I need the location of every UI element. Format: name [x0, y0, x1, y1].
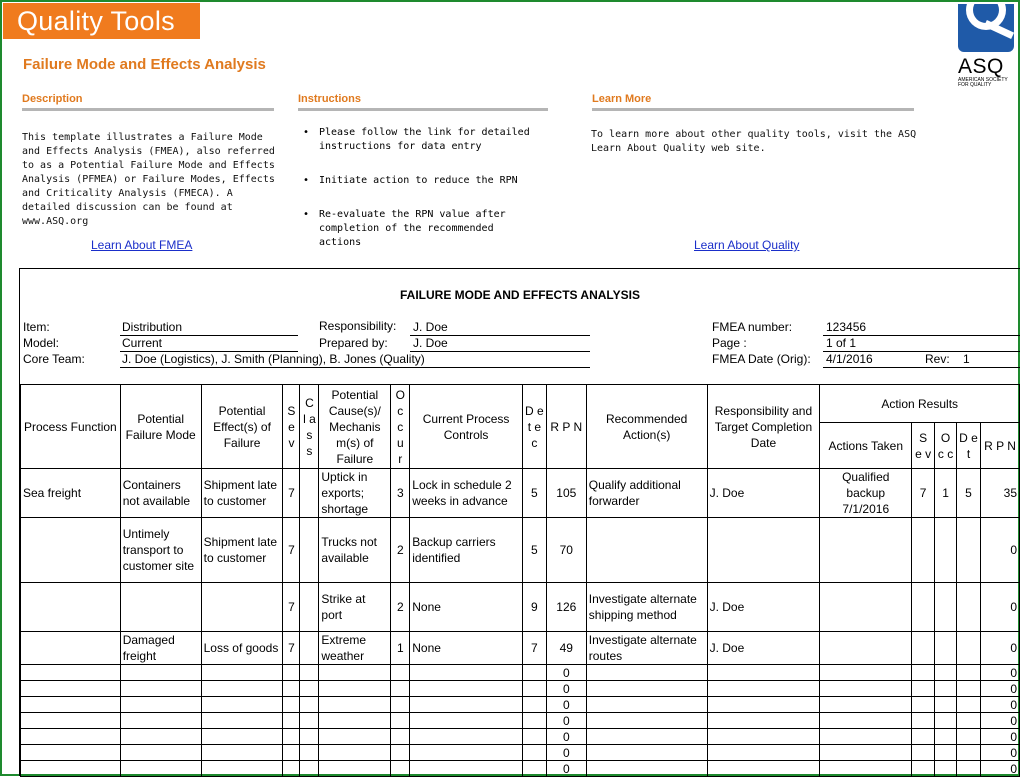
model-value[interactable]: Current [122, 336, 163, 350]
cell-empty[interactable] [391, 745, 410, 761]
cell-empty[interactable] [201, 713, 283, 729]
cell-empty[interactable] [319, 713, 391, 729]
quality-tools-banner: Quality Tools [3, 3, 200, 39]
cell-taken[interactable] [820, 632, 912, 665]
table-row [21, 713, 1020, 729]
cell-process[interactable] [21, 632, 121, 665]
header-responsibility: Responsibility and Target Completion Date [707, 385, 820, 469]
cell-empty[interactable] [410, 729, 523, 745]
cell-cause[interactable]: Strike at port [319, 583, 391, 632]
cell-control[interactable]: None [410, 583, 523, 632]
cell-result-sev[interactable] [912, 518, 935, 583]
cell-rpn: 0 [546, 713, 586, 729]
cell-result-rpn: 0 [980, 745, 1019, 761]
header-rpn: R P N [546, 385, 586, 469]
cell-empty[interactable] [319, 761, 391, 777]
instruction-item: • Re-evaluate the RPN value after completion of the recommended actions [303, 208, 533, 250]
page-title: Failure Mode and Effects Analysis [23, 56, 266, 73]
cell-rpn: 70 [546, 518, 586, 583]
cell-empty[interactable] [201, 697, 283, 713]
cell-result-occ[interactable] [935, 632, 957, 665]
cell-effect[interactable]: Loss of goods [201, 632, 283, 665]
cell-mode[interactable] [120, 583, 201, 632]
cell-taken[interactable]: Qualified backup 7/1/2016 [820, 469, 912, 518]
cell-empty[interactable] [820, 729, 912, 745]
cell-det[interactable]: 7 [522, 632, 546, 665]
cell-empty[interactable] [283, 713, 300, 729]
header-recommended: Recommended Action(s) [586, 385, 707, 469]
model-label: Model: [23, 336, 60, 350]
prepared-by-value[interactable]: J. Doe [413, 336, 448, 350]
cell-empty[interactable] [391, 681, 410, 697]
cell-empty[interactable] [820, 745, 912, 761]
header-process-function: Process Function [21, 385, 121, 469]
cell-rpn: 0 [546, 681, 586, 697]
cell-empty[interactable] [935, 761, 957, 777]
cell-rpn: 0 [546, 729, 586, 745]
core-team-label: Core Team: [23, 352, 85, 366]
cell-empty[interactable] [707, 697, 820, 713]
fmea-number-value[interactable]: 123456 [826, 320, 867, 334]
prepared-by-label: Prepared by: [319, 336, 388, 350]
cell-empty[interactable] [522, 665, 546, 681]
header-result-rpn: R P N [980, 423, 1019, 469]
fmea-worksheet [19, 268, 1020, 776]
cell-empty[interactable] [935, 745, 957, 761]
cell-empty[interactable] [586, 761, 707, 777]
asq-logo [958, 4, 1018, 98]
header-det: D e t e c [522, 385, 546, 469]
cell-empty[interactable] [586, 681, 707, 697]
cell-rpn: 0 [546, 665, 586, 681]
cell-empty[interactable] [957, 681, 981, 697]
table-row [21, 681, 1020, 697]
cell-empty[interactable] [21, 761, 121, 777]
cell-empty[interactable] [391, 697, 410, 713]
fmea-number-label: FMEA number: [712, 320, 793, 334]
cell-control[interactable]: Lock in schedule 2 weeks in advance [410, 469, 523, 518]
cell-empty[interactable] [522, 713, 546, 729]
prepared-by-underline [410, 351, 590, 352]
cell-empty[interactable] [21, 665, 121, 681]
cell-result-det[interactable]: 5 [957, 469, 981, 518]
cell-empty[interactable] [957, 697, 981, 713]
cell-empty[interactable] [300, 713, 319, 729]
cell-result-rpn: 0 [980, 665, 1019, 681]
cell-empty[interactable] [912, 729, 935, 745]
cell-empty[interactable] [300, 697, 319, 713]
cell-empty[interactable] [586, 713, 707, 729]
header-actions-taken: Actions Taken [820, 423, 912, 469]
table-row [21, 632, 1020, 665]
cell-empty[interactable] [410, 745, 523, 761]
instructions-heading: Instructions [298, 93, 548, 111]
cell-empty[interactable] [120, 713, 201, 729]
cell-empty[interactable] [957, 665, 981, 681]
cell-empty[interactable] [707, 729, 820, 745]
cell-empty[interactable] [319, 745, 391, 761]
cell-empty[interactable] [300, 681, 319, 697]
cell-occ[interactable]: 1 [391, 632, 410, 665]
cell-empty[interactable] [283, 681, 300, 697]
cell-empty[interactable] [283, 665, 300, 681]
cell-empty[interactable] [319, 681, 391, 697]
cell-empty[interactable] [586, 729, 707, 745]
asq-q-icon [958, 4, 1014, 52]
cell-empty[interactable] [820, 665, 912, 681]
cell-result-occ[interactable] [935, 518, 957, 583]
cell-resp[interactable]: J. Doe [707, 583, 820, 632]
cell-empty[interactable] [935, 713, 957, 729]
instructions-list [303, 126, 533, 270]
description-text: This template illustrates a Failure Mode and Effects Analysis (FMEA), also referred to as a Potential Failure Mode and Effects Analysis (PFMEA) or Failure Modes, Effects and Criticality Analysis (FMECA). A detailed discussion can be found at www.ASQ.org [22, 132, 275, 227]
cell-sev[interactable]: 7 [283, 583, 300, 632]
cell-empty[interactable] [120, 745, 201, 761]
cell-empty[interactable] [410, 761, 523, 777]
header-sev: S e v [283, 385, 300, 469]
cell-rpn: 0 [546, 761, 586, 777]
cell-empty[interactable] [21, 697, 121, 713]
cell-det[interactable]: 5 [522, 469, 546, 518]
cell-class[interactable] [300, 583, 319, 632]
cell-empty[interactable] [707, 761, 820, 777]
cell-empty[interactable] [586, 697, 707, 713]
cell-empty[interactable] [820, 697, 912, 713]
cell-effect[interactable]: Shipment late to customer [201, 469, 283, 518]
cell-sev[interactable]: 7 [283, 469, 300, 518]
cell-class[interactable] [300, 632, 319, 665]
description-heading: Description [22, 93, 274, 111]
cell-sev[interactable]: 7 [283, 632, 300, 665]
instruction-item: • Initiate action to reduce the RPN [303, 174, 533, 188]
cell-action[interactable]: Qualify additional forwarder [586, 469, 707, 518]
cell-result-sev[interactable] [912, 583, 935, 632]
cell-empty[interactable] [21, 681, 121, 697]
rev-label: Rev: [925, 352, 950, 366]
cell-empty[interactable] [300, 761, 319, 777]
header-failure-mode: Potential Failure Mode [120, 385, 201, 469]
table-row [21, 469, 1020, 518]
cell-empty[interactable] [820, 713, 912, 729]
cell-empty[interactable] [410, 681, 523, 697]
cell-empty[interactable] [201, 665, 283, 681]
header-result-sev: S e v [912, 423, 935, 469]
cell-empty[interactable] [957, 745, 981, 761]
cell-empty[interactable] [957, 713, 981, 729]
cell-empty[interactable] [410, 665, 523, 681]
cell-result-rpn: 0 [980, 681, 1019, 697]
cell-det[interactable]: 9 [522, 583, 546, 632]
learn-more-heading: Learn More [592, 93, 914, 111]
cell-rpn: 126 [546, 583, 586, 632]
cell-class[interactable] [300, 469, 319, 518]
cell-rpn: 105 [546, 469, 586, 518]
cell-result-det[interactable] [957, 518, 981, 583]
cell-empty[interactable] [319, 729, 391, 745]
cell-effect[interactable]: Shipment late to customer [201, 518, 283, 583]
cell-empty[interactable] [319, 665, 391, 681]
cell-action[interactable]: Investigate alternate routes [586, 632, 707, 665]
cell-empty[interactable] [21, 745, 121, 761]
cell-empty[interactable] [21, 713, 121, 729]
cell-rpn: 0 [546, 745, 586, 761]
cell-control[interactable]: Backup carriers identified [410, 518, 523, 583]
cell-empty[interactable] [201, 729, 283, 745]
table-row [21, 697, 1020, 713]
fmea-date-underline [823, 367, 1020, 368]
cell-empty[interactable] [522, 697, 546, 713]
cell-result-rpn: 35 [980, 469, 1019, 518]
cell-taken[interactable] [820, 583, 912, 632]
cell-process[interactable] [21, 583, 121, 632]
cell-empty[interactable] [912, 681, 935, 697]
cell-empty[interactable] [300, 745, 319, 761]
cell-resp[interactable] [707, 518, 820, 583]
cell-empty[interactable] [957, 729, 981, 745]
cell-empty[interactable] [820, 761, 912, 777]
table-row [21, 745, 1020, 761]
cell-cause[interactable]: Extreme weather [319, 632, 391, 665]
cell-empty[interactable] [300, 729, 319, 745]
cell-sev[interactable]: 7 [283, 518, 300, 583]
cell-empty[interactable] [410, 713, 523, 729]
logo-text: ASQ [958, 55, 1004, 78]
responsibility-label: Responsibility: [319, 319, 397, 333]
item-label: Item: [23, 320, 50, 334]
cell-empty[interactable] [283, 761, 300, 777]
cell-empty[interactable] [300, 665, 319, 681]
cell-empty[interactable] [522, 761, 546, 777]
cell-result-rpn: 0 [980, 697, 1019, 713]
table-row [21, 518, 1020, 583]
fmea-date-label: FMEA Date (Orig): [712, 352, 811, 366]
cell-resp[interactable]: J. Doe [707, 469, 820, 518]
header-effects: Potential Effect(s) of Failure [201, 385, 283, 469]
cell-empty[interactable] [391, 761, 410, 777]
page-label: Page : [712, 336, 747, 350]
cell-empty[interactable] [120, 697, 201, 713]
cell-resp[interactable]: J. Doe [707, 632, 820, 665]
cell-empty[interactable] [391, 729, 410, 745]
cell-process[interactable] [21, 518, 121, 583]
cell-empty[interactable] [522, 729, 546, 745]
cell-occ[interactable]: 2 [391, 583, 410, 632]
logo-subtext: AMERICAN SOCIETY FOR QUALITY [958, 77, 1008, 88]
cell-empty[interactable] [935, 665, 957, 681]
cell-mode[interactable]: Containers not available [120, 469, 201, 518]
cell-cause[interactable]: Uptick in exports; shortage [319, 469, 391, 518]
cell-empty[interactable] [522, 681, 546, 697]
cell-empty[interactable] [707, 665, 820, 681]
cell-empty[interactable] [391, 713, 410, 729]
cell-empty[interactable] [522, 745, 546, 761]
cell-empty[interactable] [120, 761, 201, 777]
cell-empty[interactable] [120, 681, 201, 697]
cell-result-rpn: 0 [980, 632, 1019, 665]
header-result-det: D e t [957, 423, 981, 469]
cell-result-det[interactable] [957, 632, 981, 665]
cell-result-rpn: 0 [980, 583, 1019, 632]
cell-empty[interactable] [935, 697, 957, 713]
core-team-value[interactable]: J. Doe (Logistics), J. Smith (Planning), B. Jones (Quality) [122, 352, 425, 366]
cell-result-sev[interactable] [912, 632, 935, 665]
cell-empty[interactable] [120, 665, 201, 681]
cell-result-occ[interactable]: 1 [935, 469, 957, 518]
header-action-results: Action Results [820, 385, 1020, 423]
fmea-table [20, 384, 1020, 777]
cell-empty[interactable] [707, 713, 820, 729]
cell-rpn: 49 [546, 632, 586, 665]
fmea-date-value[interactable]: 4/1/2016 [826, 352, 873, 366]
rev-value[interactable]: 1 [963, 352, 970, 366]
cell-occ[interactable]: 3 [391, 469, 410, 518]
table-row [21, 665, 1020, 681]
cell-empty[interactable] [283, 697, 300, 713]
header-controls: Current Process Controls [410, 385, 523, 469]
cell-action[interactable] [586, 518, 707, 583]
cell-result-rpn: 0 [980, 729, 1019, 745]
cell-taken[interactable] [820, 518, 912, 583]
table-row [21, 729, 1020, 745]
cell-mode[interactable]: Untimely transport to customer site [120, 518, 201, 583]
cell-rpn: 0 [546, 697, 586, 713]
cell-empty[interactable] [201, 745, 283, 761]
core-team-underline [120, 367, 590, 368]
instruction-item: • Please follow the link for detailed instructions for data entry [303, 126, 533, 154]
cell-action[interactable]: Investigate alternate shipping method [586, 583, 707, 632]
cell-result-rpn: 0 [980, 713, 1019, 729]
cell-empty[interactable] [21, 729, 121, 745]
header-result-occ: O c c [935, 423, 957, 469]
header-class: C l a s s [300, 385, 319, 469]
cell-empty[interactable] [319, 697, 391, 713]
cell-empty[interactable] [283, 729, 300, 745]
cell-empty[interactable] [935, 681, 957, 697]
cell-empty[interactable] [935, 729, 957, 745]
cell-det[interactable]: 5 [522, 518, 546, 583]
table-row [21, 761, 1020, 777]
cell-control[interactable]: None [410, 632, 523, 665]
learn-about-fmea-link[interactable]: Learn About FMEA [91, 238, 193, 252]
cell-empty[interactable] [120, 729, 201, 745]
cell-empty[interactable] [283, 745, 300, 761]
cell-result-det[interactable] [957, 583, 981, 632]
cell-cause[interactable]: Trucks not available [319, 518, 391, 583]
learn-more-text: To learn more about other quality tools, visit the ASQ Learn About Quality web site. [591, 129, 917, 154]
cell-empty[interactable] [912, 713, 935, 729]
cell-result-occ[interactable] [935, 583, 957, 632]
worksheet-title: FAILURE MODE AND EFFECTS ANALYSIS [399, 288, 641, 302]
cell-empty[interactable] [912, 745, 935, 761]
cell-empty[interactable] [391, 665, 410, 681]
header-causes: Potential Cause(s)/ Mechanis m(s) of Failure [319, 385, 391, 469]
cell-result-sev[interactable]: 7 [912, 469, 935, 518]
cell-mode[interactable]: Damaged freight [120, 632, 201, 665]
cell-empty[interactable] [586, 745, 707, 761]
cell-empty[interactable] [912, 697, 935, 713]
table-row [21, 583, 1020, 632]
cell-empty[interactable] [707, 745, 820, 761]
cell-result-rpn: 0 [980, 761, 1019, 777]
cell-empty[interactable] [201, 681, 283, 697]
item-value[interactable]: Distribution [122, 320, 183, 334]
page-value[interactable]: 1 of 1 [826, 336, 857, 350]
cell-occ[interactable]: 2 [391, 518, 410, 583]
cell-class[interactable] [300, 518, 319, 583]
header-occ: O c c u r [391, 385, 410, 469]
cell-empty[interactable] [410, 697, 523, 713]
cell-empty[interactable] [957, 761, 981, 777]
cell-empty[interactable] [707, 681, 820, 697]
cell-empty[interactable] [586, 665, 707, 681]
cell-empty[interactable] [201, 761, 283, 777]
responsibility-value[interactable]: J. Doe [413, 320, 448, 334]
cell-result-rpn: 0 [980, 518, 1019, 583]
learn-about-quality-link[interactable]: Learn About Quality [694, 238, 800, 252]
cell-empty[interactable] [912, 761, 935, 777]
cell-empty[interactable] [912, 665, 935, 681]
cell-effect[interactable] [201, 583, 283, 632]
cell-empty[interactable] [820, 681, 912, 697]
cell-process[interactable]: Sea freight [21, 469, 121, 518]
